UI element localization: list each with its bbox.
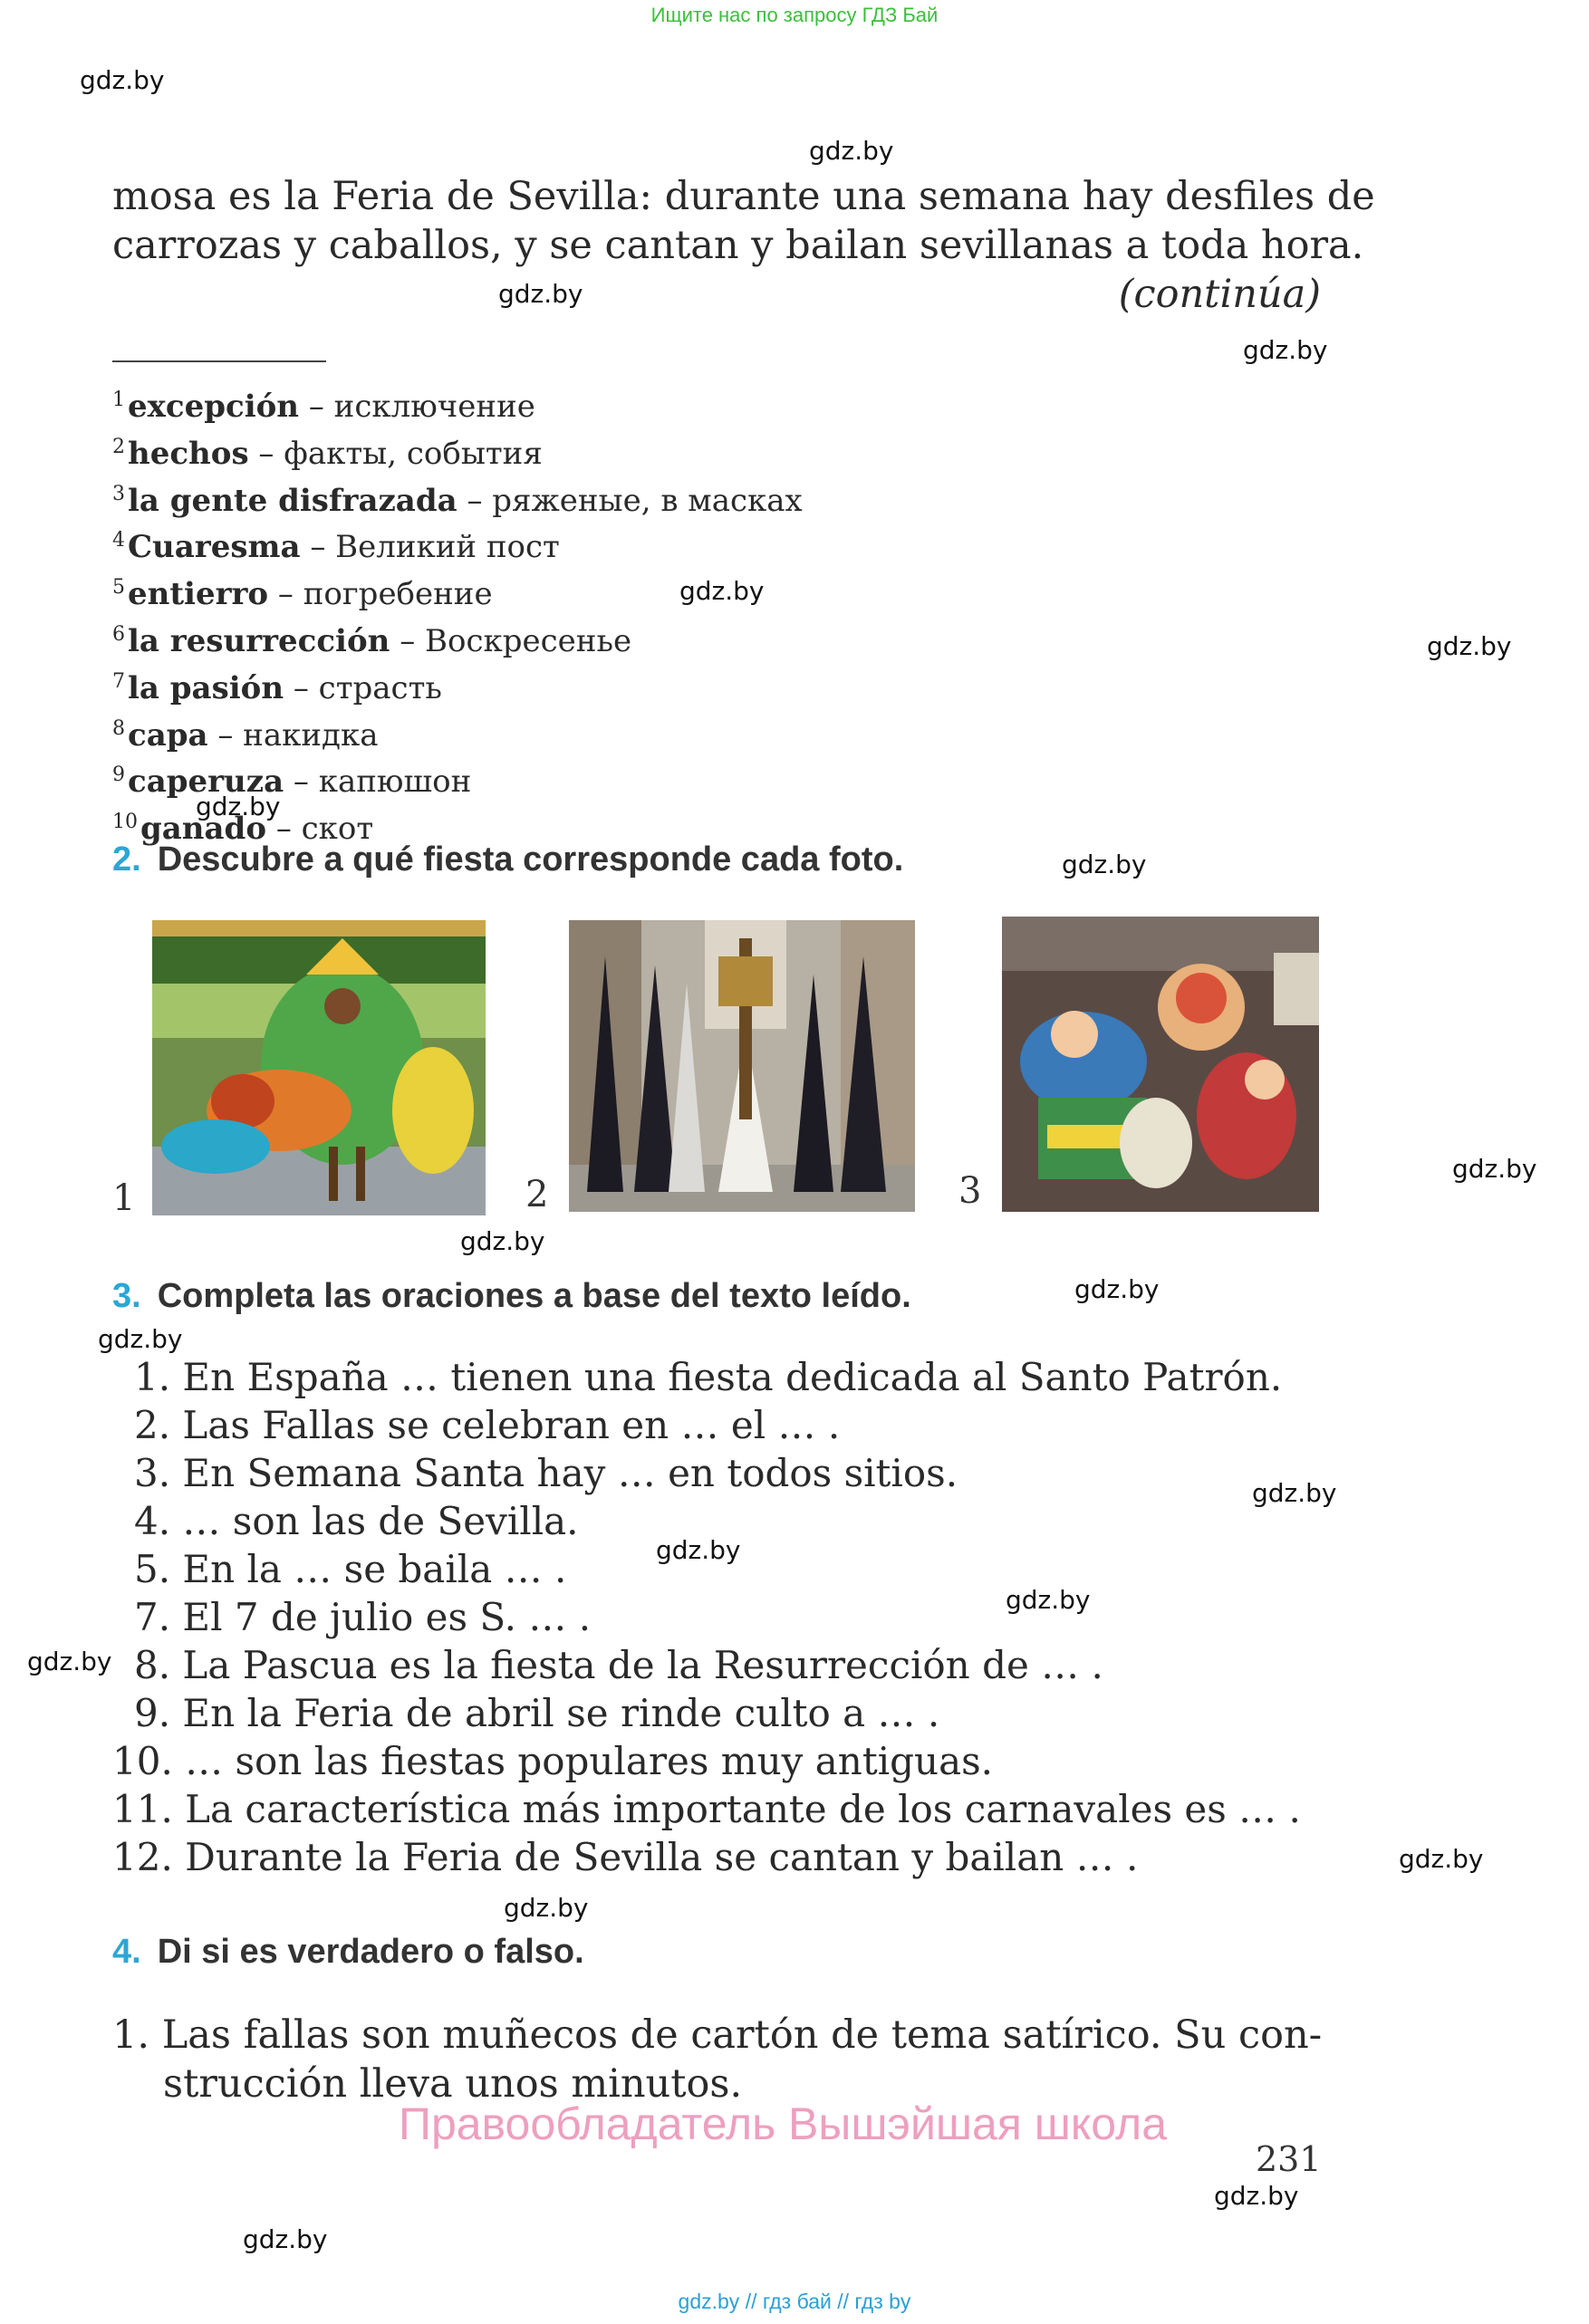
exercise-2-heading: 2. Descubre a qué fiesta corresponde cada foto. (112, 840, 904, 879)
sentence: 5. En la … se baila … . (134, 1547, 567, 1591)
watermark: gdz.by (1243, 335, 1328, 365)
sentence: 1. En España … tienen una fiesta dedicada al Santo Patrón. (134, 1355, 1283, 1399)
footnote-divider (112, 360, 326, 362)
watermark: gdz.by (1427, 631, 1512, 661)
watermark: gdz.by (498, 279, 583, 309)
sentence: 4. … son las de Sevilla. (134, 1499, 579, 1543)
sentence: 2. Las Fallas se celebran en … el … . (134, 1403, 841, 1447)
footnote: $^9$caperuza – капюшон (112, 763, 472, 801)
sentence: 12. Durante la Feria de Sevilla se cantan y bailan … . (112, 1835, 1139, 1879)
watermark: gdz.by (243, 2224, 328, 2254)
footnote: $^{10}$ganado – скот (112, 811, 374, 848)
watermark: gdz.by (98, 1324, 183, 1354)
watermark: gdz.by (1074, 1274, 1160, 1304)
footnote: $^2$hechos – факты, события (112, 435, 543, 472)
footnote: $^8$capa – накидка (112, 716, 379, 754)
sentence: 11. La característica más importante de los carnavales es … . (112, 1787, 1301, 1831)
watermark: gdz.by (1006, 1585, 1091, 1615)
watermark: gdz.by (1062, 850, 1147, 879)
copyright-notice: Правообладатель Вышэйшая школа (399, 2098, 1167, 2149)
footnote: $^6$la resurrección – Воскресенье (112, 622, 632, 659)
carnival-photo (152, 920, 486, 1215)
photo-number: 3 (958, 1170, 982, 1212)
sentence: 9. En la Feria de abril se rinde culto a … . (134, 1691, 940, 1735)
watermark: gdz.by (80, 65, 165, 95)
watermark: gdz.by (196, 792, 281, 821)
statement-line: 1. Las fallas son muñecos de cartón de tema satírico. Su con- (112, 2012, 1323, 2058)
exercise-4-heading: 4. Di si es verdadero o falso. (112, 1933, 584, 1971)
watermark: gdz.by (27, 1647, 112, 1676)
watermark: gdz.by (460, 1226, 545, 1256)
exercise-3-heading: 3. Completa las oraciones a base del texto leído. (112, 1277, 911, 1315)
footnote: $^3$la gente disfrazada – ряженые, в масках (112, 482, 803, 519)
top-banner: Ищите нас по запросу ГДЗ Бай (650, 4, 939, 26)
photo-number: 2 (525, 1174, 549, 1215)
watermark: gdz.by (1452, 1154, 1537, 1184)
paragraph-line: mosa es la Feria de Sevilla: durante una semana hay desfiles de (112, 174, 1375, 219)
watermark: gdz.by (1252, 1478, 1337, 1508)
photo-number: 1 (112, 1177, 136, 1219)
watermark: gdz.by (809, 136, 894, 166)
sentence: 7. El 7 de julio es S. … . (134, 1595, 592, 1639)
footnote-list (112, 380, 803, 850)
fallas-photo (1002, 917, 1319, 1212)
watermark: gdz.by (679, 576, 765, 606)
sentence: 8. La Pascua es la fiesta de la Resurrección de … . (134, 1643, 1103, 1687)
page-number: 231 (1256, 2139, 1322, 2179)
statement-line: strucción lleva unos minutos. (163, 2061, 743, 2107)
bottom-links[interactable]: gdz.by // гдз бай // гдз by (678, 2290, 911, 2313)
watermark: gdz.by (1214, 2181, 1299, 2211)
footnote: $^5$entierro – погребение (112, 576, 493, 613)
watermark: gdz.by (504, 1893, 589, 1923)
sentence: 3. En Semana Santa hay … en todos sitios. (134, 1451, 958, 1495)
footnote: $^4$Cuaresma – Великий пост (112, 529, 560, 566)
procession-photo (569, 920, 915, 1212)
footnote: $^7$la pasión – страсть (112, 669, 442, 706)
paragraph-line: carrozas y caballos, y se cantan y bailan sevillanas a toda hora. (112, 223, 1364, 268)
watermark: gdz.by (1399, 1844, 1484, 1874)
sentence: 10. … son las fiestas populares muy antiguas. (112, 1739, 994, 1783)
footnote: $^1$excepción – исключение (112, 389, 535, 425)
continua-label: (continúa) (1118, 272, 1321, 317)
watermark: gdz.by (656, 1535, 741, 1565)
